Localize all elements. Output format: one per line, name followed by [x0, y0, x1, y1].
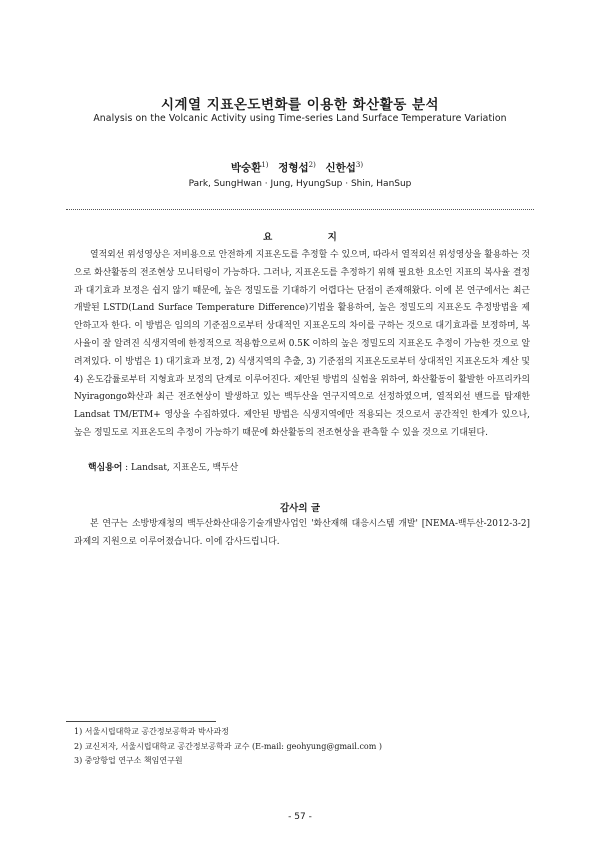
paper-title-english: Analysis on the Volcanic Activity using Time-series Land Surface Temperature Variation: [93, 113, 507, 124]
abstract-body: 열적외선 위성영상은 저비용으로 안전하게 지표온도를 추정할 수 있으며, 따라서 열적외선 위성영상을 활용하는 것으로 화산활동의 전조현상 모니터링이 가능하다. 그러나, 지표온도를 추정하기 위해 필요한 요소인 지표의 복사율 결정과 대기효과 보정은 쉽지 않기 때문에, 높은 정밀도를 기대하기 어렵다는 단점이 존재해왔다. 이에 본 연구에서는 최근 개발된 LSTD(Land Surface Temperature Difference)기법을 활용하여, 높은 정밀도의 지표온도 추정방법을 제안하고자 한다. 이 방법은 임의의 기준점으로부터 상대적인 지표온도의 차이를 구하는 것으로 대기효과를 보정하며, 복사율이 잘 알려진 식생지역에 한정적으로 적용함으로써 0.5K 이하의 높은 정밀도의 지표온도 추정이 가능한 것으로 알려져있다. 이 방법은 1) 대기효과 보정, 2) 식생지역의 추출, 3) 기준점의 지표온도로부터 상대적인 지표온도차 계산 및 4) 온도감률로부터 지형효과 보정의 단계로 이루어진다. 제안된 방법의 실험을 위하여, 화산활동이 활발한 아프리카의 Nyiragongo화산과 최근 전조현상이 발생하고 있는 백두산을 연구지역으로 선정하였으며, 열적외선 밴드를 탑재한 Landsat TM/ETM+ 영상을 수집하였다. 제안된 방법은 식생지역에만 적용되는 것으로서 공간적인 한계가 있으나, 높은 정밀도로 지표온도의 추정이 가능하기 때문에 화산활동의 전조현상을 관측할 수 있을 것으로 기대된다.: [74, 250, 530, 438]
acknowledgement-body: 본 연구는 소방방재청의 백두산화산대응기술개발사업인 '화산재해 대응시스템 개발' [NEMA-백두산-2012-3-2]과제의 지원으로 이루어졌습니다. 이에 감사드립니다.: [74, 519, 530, 547]
keywords-line: [88, 460, 238, 473]
keywords-separator: :: [122, 463, 131, 473]
footnote-2: 2) 교신저자, 서울시립대학교 공간정보공학과 교수 (E-mail: geohyung@gmail.com ): [74, 741, 383, 751]
author-affiliation-mark: 3): [355, 161, 364, 169]
footnote-1: 1) 서울시립대학교 공간정보공학과 박사과정: [74, 727, 229, 736]
footnote-divider: [66, 721, 216, 722]
author-affiliation-mark: 1): [261, 161, 269, 169]
paper-title-korean: 시계열 지표온도변화를 이용한 화산활동 분석: [160, 97, 440, 113]
abstract-heading: 요 지: [263, 232, 363, 243]
author-list-english: Park, SungHwan · Jung, HyungSup · Shin, HanSup: [188, 179, 412, 189]
author-affiliation-mark: 2): [308, 161, 316, 169]
footnote-3: 3) 중앙항업 연구소 책임연구원: [74, 756, 183, 766]
footnotes: [74, 725, 524, 769]
header-divider: [66, 209, 534, 210]
keywords-values: Landsat, 지표온도, 백두산: [130, 463, 239, 473]
acknowledgement-heading: 감사의 글: [279, 503, 320, 514]
keywords-label: 핵심용어: [88, 463, 123, 473]
author-name: 신한섭: [325, 162, 356, 174]
author-name: 박숭환: [230, 162, 262, 174]
page-number: - 57 -: [288, 812, 312, 822]
author-list-korean: [0, 160, 600, 175]
author-name: 정형섭: [278, 162, 309, 174]
